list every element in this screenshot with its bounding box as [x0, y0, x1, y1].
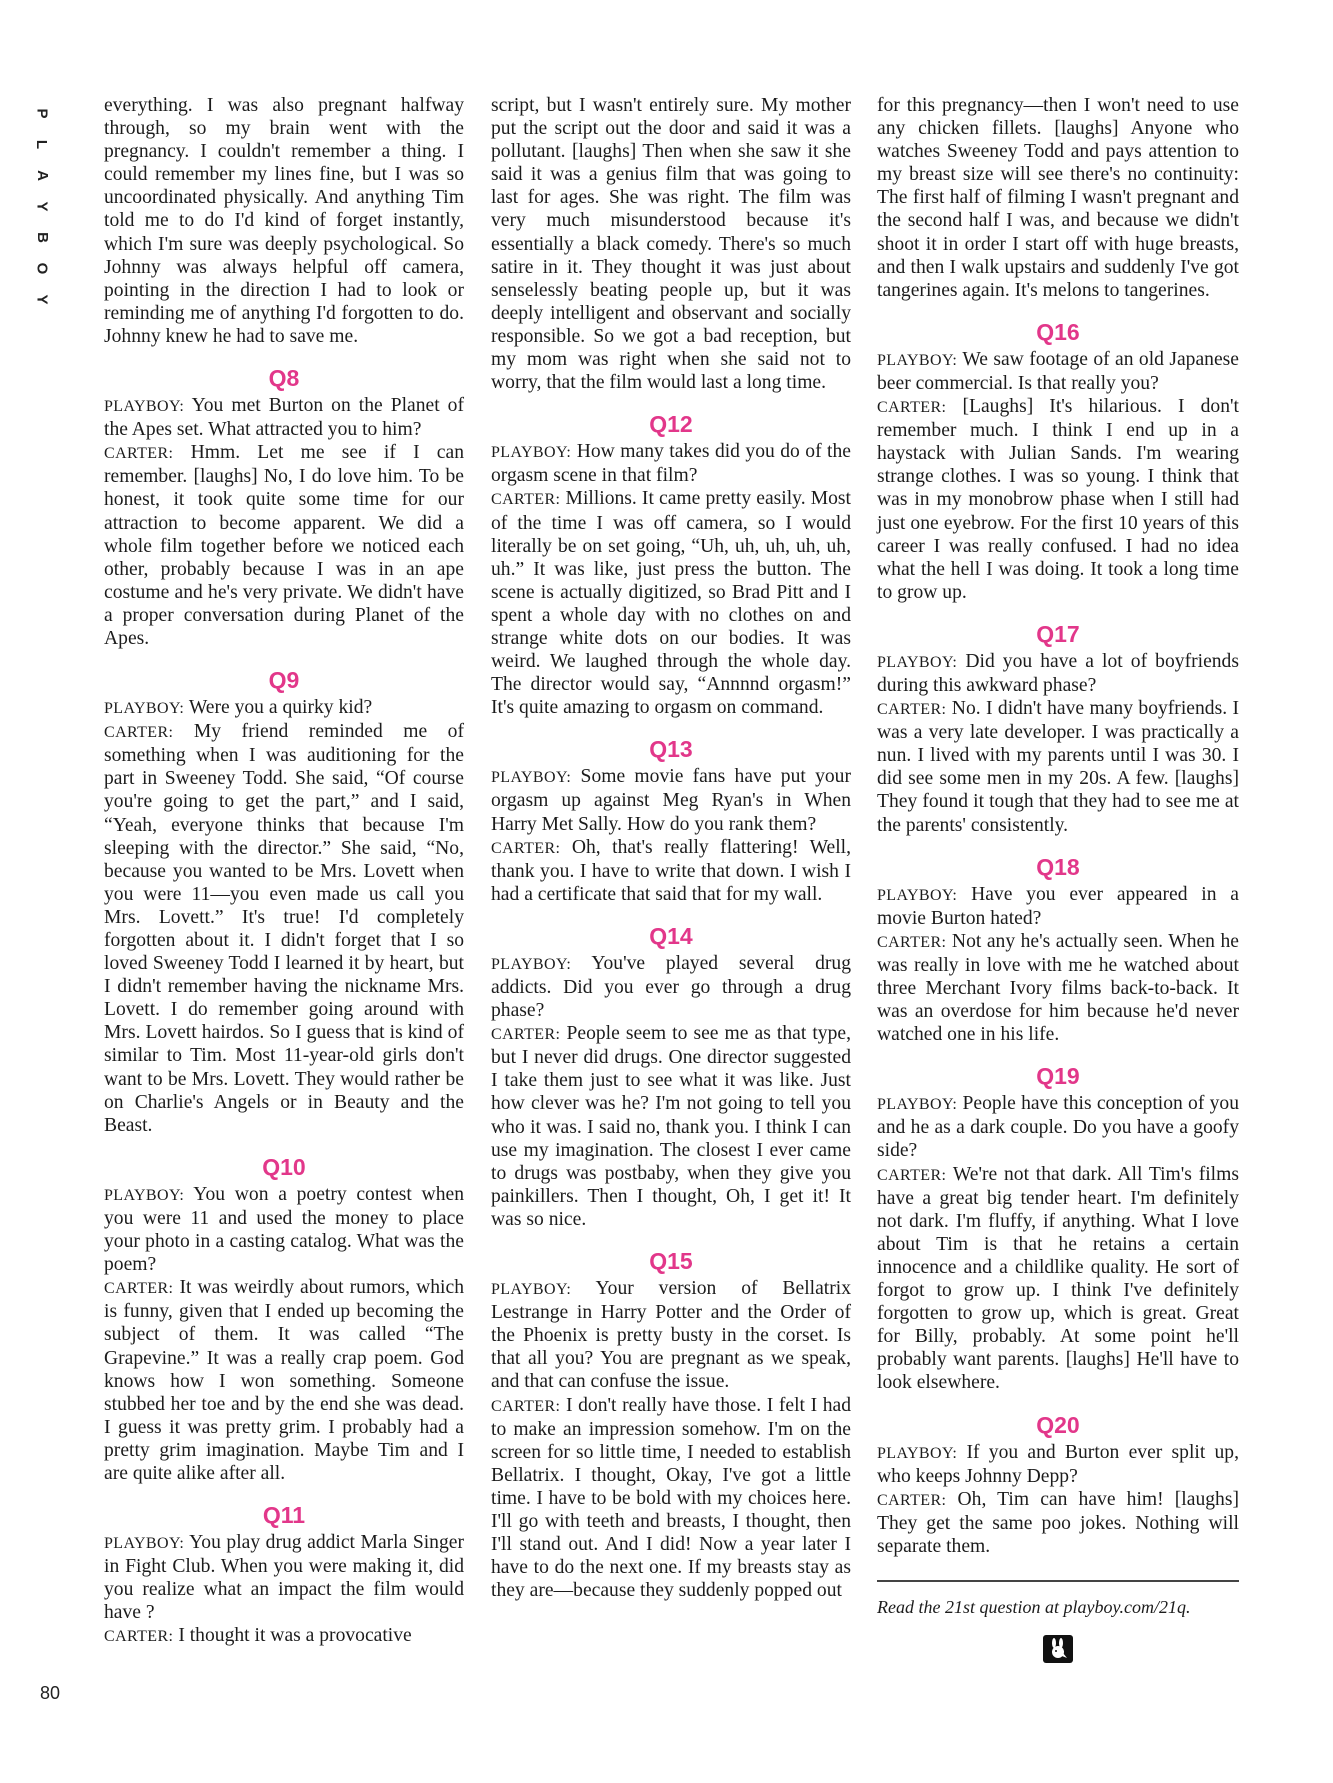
article-column-2: [491, 94, 851, 1602]
subject-answer: [104, 1276, 464, 1485]
speaker-label: PLAYBOY:: [877, 1444, 958, 1462]
interviewer-question: [877, 1441, 1239, 1488]
answer-text: People seem to see me as that type, but I never did drugs. One director suggested I take them just to see what it was like. Just how clever was he? I'm not going to tell you who it was. I said no, thank you. I think I can use my imagination. The closest I ever came to drugs was postbaby, when they give you painkillers. Then I thought, Oh, I get it! It was so nice.: [491, 1023, 851, 1230]
interviewer-question: [491, 440, 851, 487]
speaker-label: PLAYBOY:: [491, 769, 572, 787]
question-text: You met Burton on the Planet of the Apes set. What attracted you to him?: [104, 395, 465, 441]
speaker-label: PLAYBOY:: [491, 955, 572, 973]
question-number: Q11: [262, 1502, 306, 1529]
question-text: Some movie fans have put your orgasm up against Meg Ryan's in When Harry Met Sally. How do you rank them?: [491, 766, 851, 835]
question-text: Did you have a lot of boyfriends during this awkward phase?: [877, 650, 1239, 696]
question-number: Q20: [1036, 1411, 1080, 1438]
speaker-label: CARTER:: [877, 1491, 947, 1509]
article-column-1: [104, 94, 464, 1649]
subject-answer: [491, 1394, 851, 1603]
answer-text: I don't really have those. I felt I had to make an impression somehow. I'm on the screen for so little time, I needed to establish Bellatrix. I thought, Okay, I've got a little time. I have to be bold with my choices here. I'll go with teeth and breasts, I thought, then I'll stand out. And I did! Now a year later I have to do the next one. If my breasts stay as they are—because they suddenly popped out: [491, 1394, 852, 1602]
speaker-label: PLAYBOY:: [104, 1535, 185, 1553]
interviewer-question: [491, 952, 851, 1022]
subject-answer: [877, 697, 1239, 837]
brand-letter: Y: [33, 294, 51, 305]
speaker-label: CARTER:: [104, 1628, 174, 1646]
brand-letter: Y: [33, 201, 51, 212]
speaker-label: CARTER:: [104, 724, 174, 742]
question-number: Q19: [1036, 1063, 1080, 1090]
speaker-label: PLAYBOY:: [104, 700, 185, 718]
subject-answer: [491, 1022, 851, 1231]
vertical-brand-wordmark: [28, 98, 56, 315]
question-number: Q9: [268, 667, 300, 694]
interviewer-question: [877, 1092, 1239, 1162]
brand-letter: B: [33, 232, 51, 243]
question-number: Q16: [1036, 318, 1080, 345]
answer-text: Oh, Tim can have him! [laughs] They get the same poo jokes. Nothing will separate them.: [877, 1488, 1239, 1557]
question-number: Q18: [1036, 853, 1080, 880]
answer-text: Hmm. Let me see if I can remember. [laughs] No, I do love him. To be honest, it took quite some time for our attraction to become apparent. We did a whole film together before we noticed each other, probably because I was in an ape costume and he's very private. We didn't have a proper conversation during Planet of the Apes.: [104, 442, 464, 649]
answer-continuation: for this pregnancy—then I won't need to use any chicken fillets. [laughs] Anyone who watches Sweeney Todd and pays attention to my breast size will see there's no continuity: The first half of filming I wasn't pregnant and the second half I was, and because we didn't shoot it in order I start off with huge breasts, and then I walk upstairs and suddenly I've got tangerines again. It's melons to tangerines.: [877, 95, 1239, 301]
web-question-link[interactable]: Read the 21st question at playboy.com/21q.: [877, 1596, 1191, 1617]
interviewer-question: [491, 1277, 851, 1393]
rabbit-head-icon: [1043, 1635, 1073, 1663]
answer-text: We're not that dark. All Tim's films have a great big tender heart. I'm definitely not dark. I'm fluffy, if anything. What I love about Tim is that he retains a certain innocence and a childlike quality. He sort of forgot to grow up. I think I've definitely forgotten to grow up, which is great. Great for Billy, probably. At some point he'll probably want parents. [laughs] He'll have to look elsewhere.: [877, 1163, 1239, 1394]
article-column-3: [877, 94, 1239, 1663]
answer-text: It was weirdly about rumors, which is funny, given that I ended up becoming the subject of them. It was called “The Grapevine.” It was a really crap poem. God knows how I won something. Someone stubbed her toe and by the end she was dead. I guess it was pretty grim. I probably had a pretty grim imagination. Maybe Tim and I are quite alike after all.: [104, 1277, 464, 1484]
brand-letter: P: [33, 108, 51, 119]
question-text: Were you a quirky kid?: [188, 697, 373, 719]
page-number: 80: [40, 1683, 61, 1703]
question-text: You won a poetry contest when you were 11 and used the money to place your photo in a casting catalog. What was the poem?: [104, 1183, 464, 1276]
interviewer-question: [877, 348, 1239, 395]
subject-answer: [491, 487, 851, 719]
question-text: Your version of Bellatrix Lestrange in Harry Potter and the Order of the Phoenix is pretty busty in the corset. Is that all you? You are pregnant as we speak, and that can confuse the issue.: [491, 1278, 851, 1393]
interviewer-question: [104, 1531, 464, 1624]
speaker-label: CARTER:: [491, 1397, 561, 1415]
speaker-label: CARTER:: [877, 933, 947, 951]
question-text: You've played several drug addicts. Did you ever go through a drug phase?: [491, 952, 852, 1022]
speaker-label: CARTER:: [877, 701, 947, 719]
question-text: You play drug addict Marla Singer in Fight Club. When you were making it, did you realize what an impact the film would have ?: [104, 1532, 464, 1624]
answer-text: Not any he's actually seen. When he was really in love with me he watched about three Merchant Ivory films back-to-back. It was an overdose for him because he'd never watched one in his life.: [877, 930, 1239, 1046]
brand-letter: A: [33, 170, 51, 181]
question-number: Q17: [1036, 620, 1080, 647]
question-number: Q12: [649, 411, 693, 438]
subject-answer: [104, 1624, 464, 1648]
interviewer-question: [104, 1183, 464, 1276]
subject-answer: [104, 720, 464, 1137]
subject-answer: [877, 930, 1239, 1046]
subject-answer: [104, 441, 464, 650]
interviewer-question: [877, 883, 1239, 930]
answer-text: My friend reminded me of something when I was auditioning for the part in Sweeney Todd. She said, “Of course you're going to get the part,” and I said, “Yeah, everyone thinks that because I'm sleeping with the director.” She said, “No, because you wanted to be Mrs. Lovett when you were 11—you even made us call you Mrs. Lovett.” It's true! I'd completely forgotten about it. I didn't forget that I so loved Sweeney Todd I learned it by heart, but I didn't remember having the nickname Mrs. Lovett. I do remember going around with Mrs. Lovett hairdos. So I guess that is kind of similar to Tim. Most 11-year-old girls don't want to be Mrs. Lovett. They would rather be on Charlie's Angels or in Beauty and the Beast.: [104, 721, 464, 1136]
divider-rule: [877, 1580, 1239, 1582]
answer-text: I thought it was a provocative: [178, 1625, 412, 1647]
speaker-label: CARTER:: [104, 445, 174, 463]
speaker-label: PLAYBOY:: [877, 653, 958, 671]
question-number: Q13: [649, 736, 693, 763]
question-number: Q8: [268, 365, 300, 392]
question-number: Q14: [649, 922, 693, 949]
subject-answer: [877, 1163, 1239, 1395]
question-text: We saw footage of an old Japanese beer commercial. Is that really you?: [877, 348, 1239, 394]
answer-text: Millions. It came pretty easily. Most of the time I was off camera, so I would literally be on set going, “Uh, uh, uh, uh, uh, uh.” It was like, just press the button. The scene is actually digitized, so Brad Pitt and I spent a whole day with no clothes on and strange white dots on our bodies. It was weird. We laughed through the whole day. The director would say, “Annnnd orgasm!” It's quite amazing to orgasm on command.: [491, 488, 851, 719]
speaker-label: PLAYBOY:: [877, 1096, 958, 1114]
question-number: Q10: [262, 1153, 306, 1180]
answer-text: No. I didn't have many boyfriends. I was a very late developer. I was practically a nun. I lived with my parents until I was 30. I did see some men in my 20s. A few. [laughs] They found it tough that they had to see me at the parents' consistently.: [877, 698, 1240, 836]
speaker-label: CARTER:: [877, 1166, 947, 1184]
interviewer-question: [104, 696, 464, 720]
question-text: If you and Burton ever split up, who keeps Johnny Depp?: [877, 1441, 1239, 1487]
answer-text: [Laughs] It's hilarious. I don't remember much. I think I end up in a haystack with Julian Sands. I'm wearing strange clothes. I was so young. I think that was in my monobrow phase when I still had just one eyebrow. For the first 10 years of this career I was really confused. I had no idea what the hell I was doing. It took a long time to grow up.: [877, 396, 1239, 603]
answer-text: Oh, that's really flattering! Well, thank you. I have to write that down. I wish I had a certificate that said that for my wall.: [491, 836, 852, 905]
question-text: How many takes did you do of the orgasm scene in that film?: [491, 441, 851, 487]
speaker-label: CARTER:: [104, 1280, 174, 1298]
question-text: People have this conception of you and he as a dark couple. Do you have a goofy side?: [877, 1093, 1239, 1162]
speaker-label: CARTER:: [491, 491, 561, 509]
speaker-label: CARTER:: [877, 399, 947, 417]
question-text: Have you ever appeared in a movie Burton hated?: [877, 883, 1240, 929]
speaker-label: PLAYBOY:: [491, 444, 572, 462]
speaker-label: CARTER:: [491, 839, 561, 857]
subject-answer: [491, 836, 851, 906]
speaker-label: PLAYBOY:: [491, 1281, 572, 1299]
brand-letter: L: [33, 139, 51, 150]
speaker-label: CARTER:: [491, 1026, 561, 1044]
question-number: Q15: [649, 1248, 693, 1275]
speaker-label: PLAYBOY:: [877, 886, 958, 904]
subject-answer: [877, 1488, 1239, 1558]
speaker-label: PLAYBOY:: [104, 398, 185, 416]
brand-letter: O: [33, 262, 51, 275]
interviewer-question: [877, 650, 1239, 697]
subject-answer: [877, 395, 1239, 604]
answer-continuation: script, but I wasn't entirely sure. My mother put the script out the door and said it was a pollutant. [laughs] Then when she saw it she said it was a genius film that was going to last for ages. She was right. The film was very much misunderstood because it's essentially a black comedy. There's so much satire in it. They thought it was just about senselessly beating people up, but it was deeply intelligent and observant and socially responsible. So we got a bad reception, but my mom was right when she said not to worry, that the film would last a long time.: [491, 95, 851, 394]
speaker-label: PLAYBOY:: [104, 1186, 185, 1204]
speaker-label: PLAYBOY:: [877, 351, 958, 369]
interviewer-question: [491, 765, 851, 835]
interviewer-question: [104, 394, 464, 441]
answer-continuation: everything. I was also pregnant halfway through, so my brain went with the pregnancy. I couldn't remember a thing. I could remember my lines fine, but I was so uncoordinated physically. And anything Tim told me to do I'd kind of forget instantly, which I'm sure was deeply psychological. So Johnny was always helpful off camera, pointing in the direction I had to look or reminding me of anything I'd forgotten to do. Johnny knew he had to save me.: [104, 95, 464, 347]
